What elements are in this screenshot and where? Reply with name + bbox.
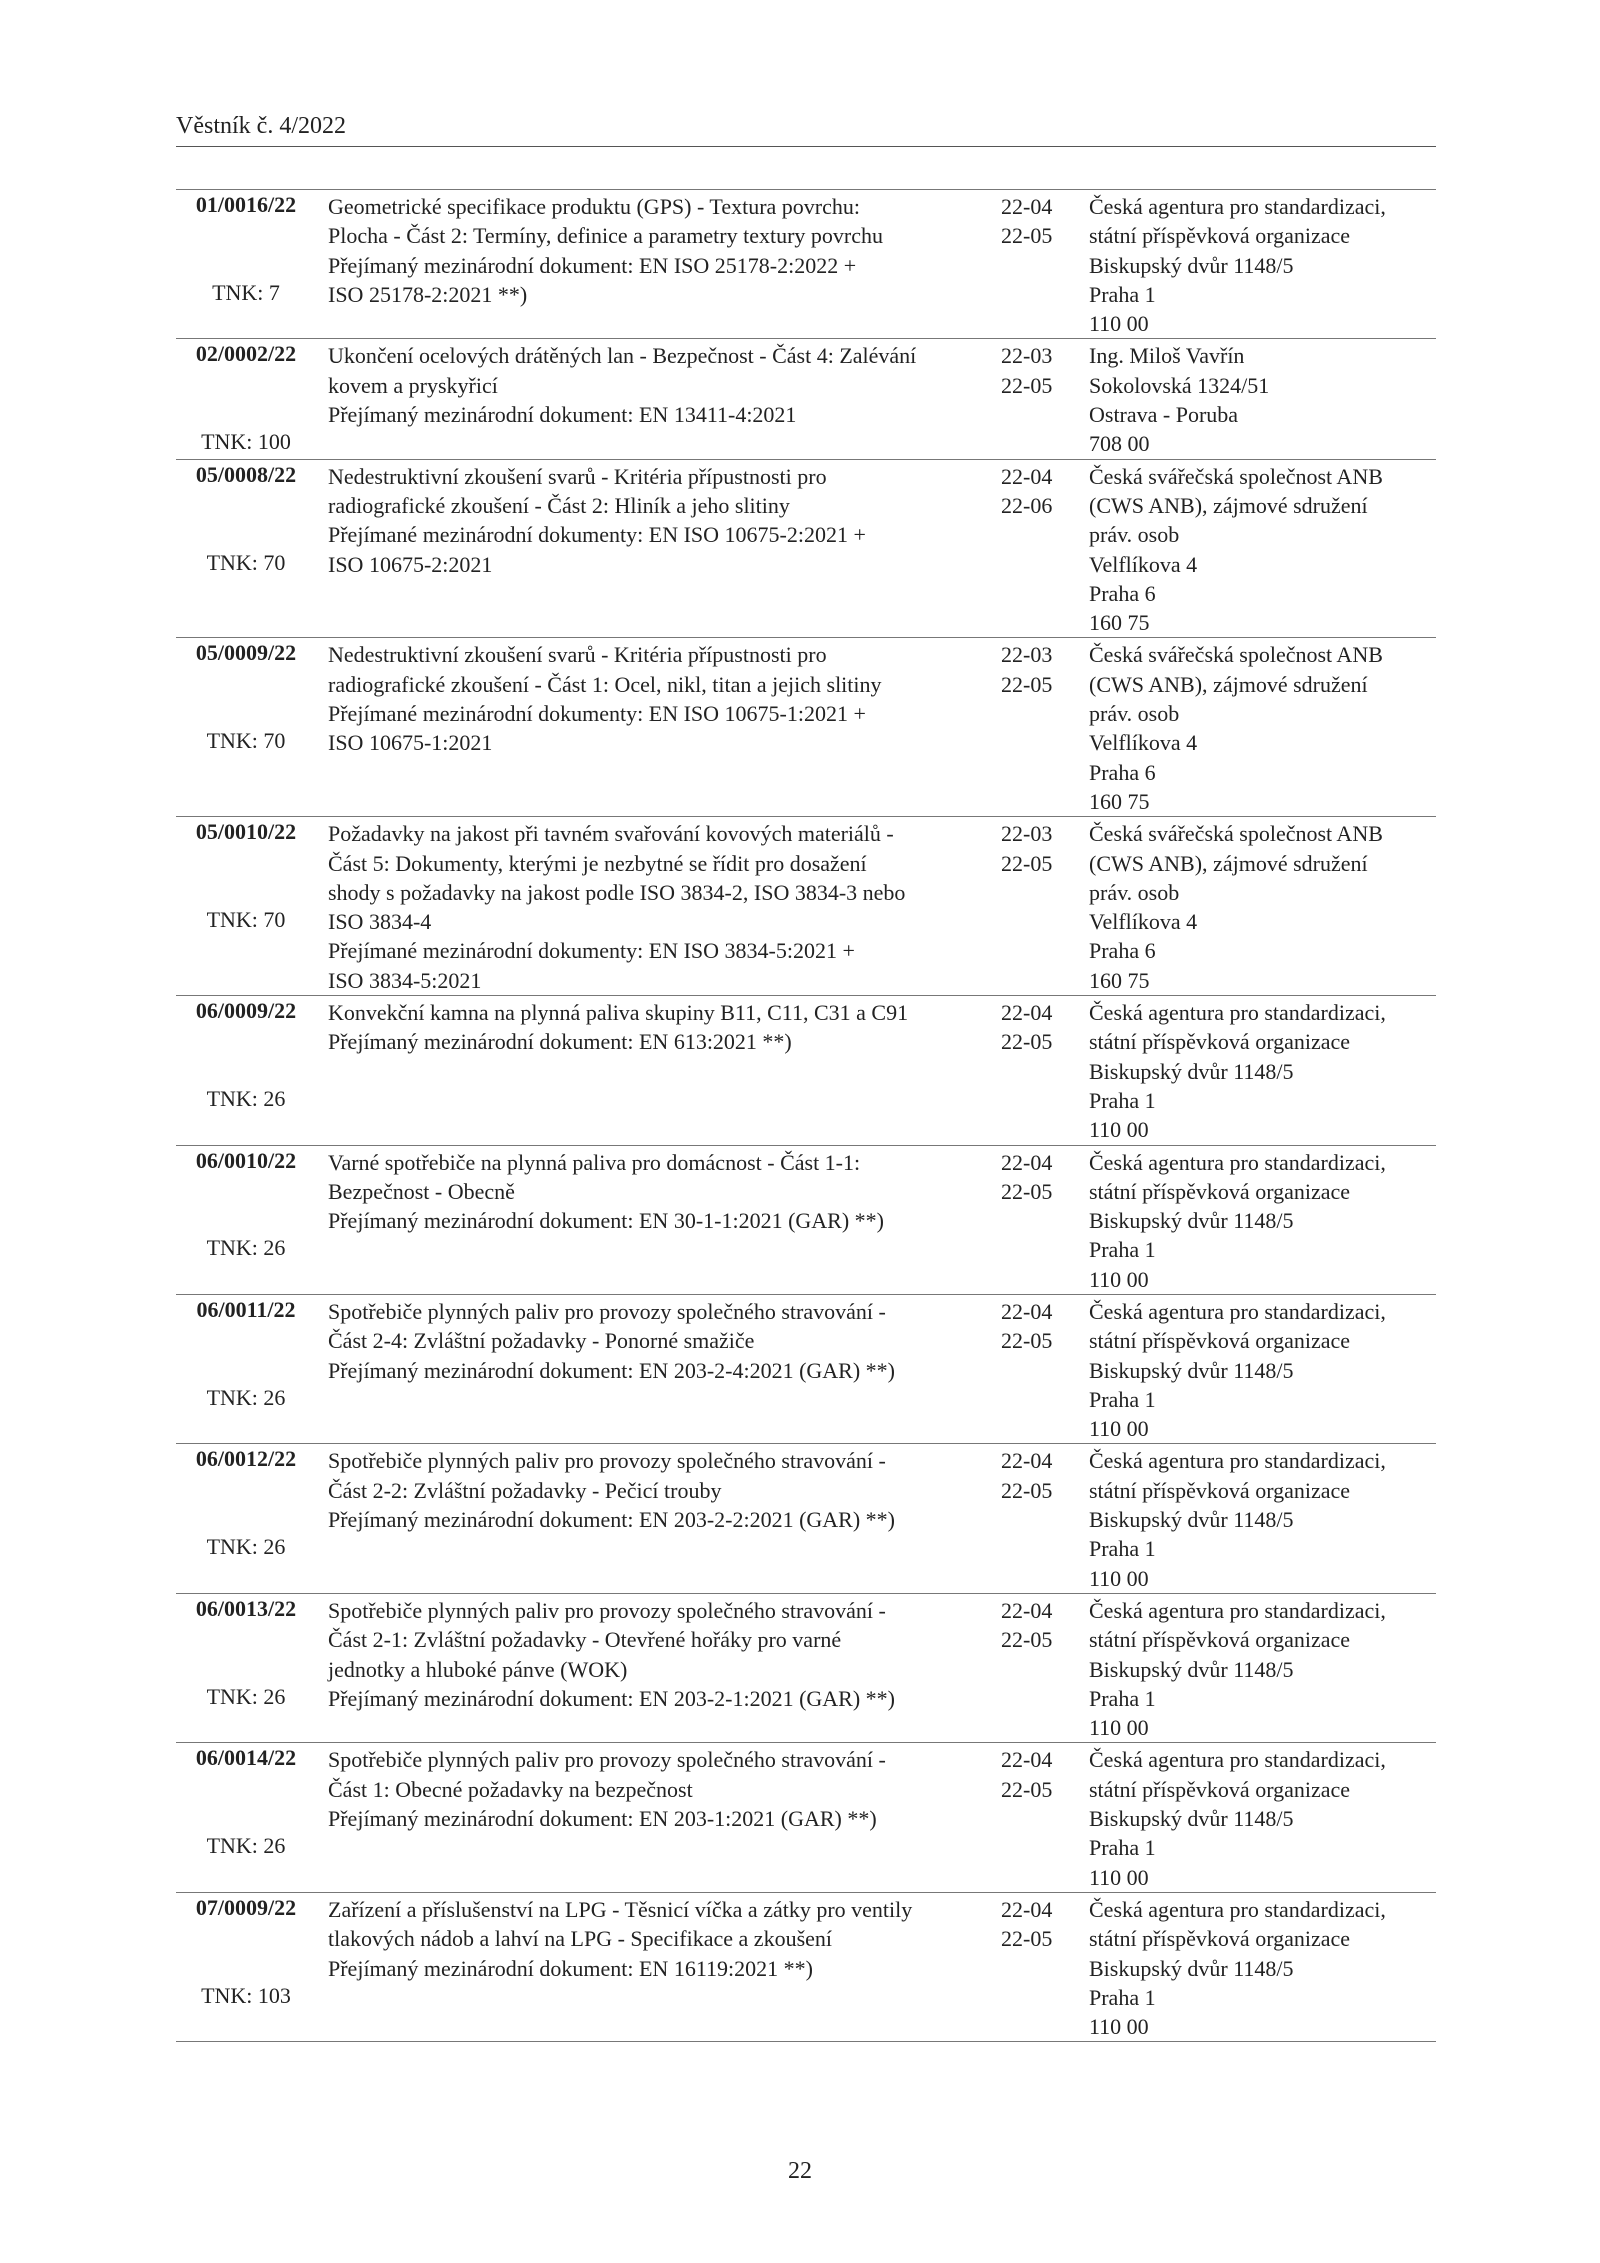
entry-number: 07/0009/22 <box>195 1894 297 1920</box>
address-line: Biskupský dvůr 1148/5 <box>1089 1955 1294 1981</box>
address-line: Praha 1 <box>1089 1386 1156 1412</box>
address-line: Praha 1 <box>1089 1536 1156 1562</box>
title-line: Přejímaný mezinárodní dokument: EN 613:2021 **) <box>328 1029 792 1055</box>
spacer <box>176 1922 316 1981</box>
entry-title-cell <box>316 1892 995 2041</box>
entry-address-cell <box>1089 1145 1436 1294</box>
title-line: Požadavky na jakost při tavném svařování kovových materiálů - <box>328 821 894 847</box>
table-row <box>176 1593 1436 1742</box>
address-line: Ing. Miloš Vavřín <box>1089 343 1245 369</box>
title-line: ISO 25178-2:2021 **) <box>328 281 528 307</box>
title-line: Část 5: Dokumenty, kterými je nezbytné se řídit pro dosažení <box>328 850 867 876</box>
tnk-label: TNK: 26 <box>206 1384 286 1410</box>
tnk-label: TNK: 103 <box>201 1982 291 2008</box>
address-line: (CWS ANB), zájmové sdružení <box>1089 492 1368 518</box>
table-row <box>176 1892 1436 2041</box>
address-line: Česká agentura pro standardizaci, <box>1089 1000 1386 1026</box>
address-line: státní příspěvková organizace <box>1089 1328 1351 1354</box>
address-line: práv. osob <box>1089 879 1180 905</box>
page-number: 22 <box>788 2158 812 2184</box>
spacer <box>176 668 316 727</box>
address-line: státní příspěvková organizace <box>1089 1926 1351 1952</box>
address-line: Česká agentura pro standardizaci, <box>1089 1747 1386 1773</box>
spacer <box>176 1025 316 1084</box>
entry-address-cell <box>1089 339 1436 459</box>
address-line: 110 00 <box>1089 2014 1149 2040</box>
standards-table <box>176 189 1436 2042</box>
entry-number-cell <box>176 190 316 339</box>
address-line: Česká agentura pro standardizaci, <box>1089 1597 1386 1623</box>
title-line: Přejímaný mezinárodní dokument: EN 13411-4:2021 <box>328 402 797 428</box>
title-line: ISO 10675-2:2021 <box>328 551 493 577</box>
tnk-label: TNK: 7 <box>212 279 280 305</box>
address-line: Česká agentura pro standardizaci, <box>1089 1896 1386 1922</box>
title-line: jednotky a hluboké pánve (WOK) <box>328 1656 628 1682</box>
title-line: Přejímané mezinárodní dokumenty: EN ISO 3834-5:2021 + <box>328 938 855 964</box>
entry-address-cell <box>1089 1892 1436 2041</box>
entry-address-cell <box>1089 1294 1436 1443</box>
title-line: Zařízení a příslušenství na LPG - Těsnicí víčka a zátky pro ventily <box>328 1896 913 1922</box>
address-line: státní příspěvková organizace <box>1089 1627 1351 1653</box>
entry-title-cell <box>316 1743 995 1892</box>
date-line: 22-05 <box>1001 1627 1053 1653</box>
entry-number-cell <box>176 1743 316 1892</box>
table-row <box>176 190 1436 339</box>
title-line: Přejímaný mezinárodní dokument: EN 203-1:2021 (GAR) **) <box>328 1806 877 1832</box>
spacer <box>176 489 316 548</box>
entry-number-cell <box>176 459 316 638</box>
entry-address-cell <box>1089 638 1436 817</box>
entry-title-cell <box>316 1145 995 1294</box>
date-line: 22-04 <box>1001 1149 1053 1175</box>
spacer <box>176 847 316 906</box>
entry-number: 06/0014/22 <box>195 1745 297 1771</box>
entry-number-cell <box>176 1294 316 1443</box>
entry-number-cell <box>176 1444 316 1593</box>
title-line: Nedestruktivní zkoušení svarů - Kritéria přípustnosti pro <box>328 463 827 489</box>
title-line: Přejímané mezinárodní dokumenty: EN ISO 10675-1:2021 + <box>328 701 866 727</box>
address-line: 110 00 <box>1089 1565 1149 1591</box>
title-line: Přejímaný mezinárodní dokument: EN 203-2-1:2021 (GAR) **) <box>328 1685 896 1711</box>
entry-dates-cell <box>995 996 1089 1145</box>
date-line: 22-05 <box>1001 372 1053 398</box>
entry-title-cell <box>316 817 995 996</box>
date-line: 22-05 <box>1001 1926 1053 1952</box>
address-line: Velflíkova 4 <box>1089 909 1198 935</box>
address-line: Praha 1 <box>1089 1237 1156 1263</box>
address-line: státní příspěvková organizace <box>1089 1477 1351 1503</box>
date-line: 22-04 <box>1001 1298 1053 1324</box>
entry-number: 06/0009/22 <box>195 998 297 1024</box>
date-line: 22-04 <box>1001 1896 1053 1922</box>
entry-number: 05/0008/22 <box>195 461 297 487</box>
date-line: 22-06 <box>1001 492 1053 518</box>
title-line: Spotřebiče plynných paliv pro provozy společného stravování - <box>328 1298 886 1324</box>
entry-dates-cell <box>995 1743 1089 1892</box>
entry-title-cell <box>316 1294 995 1443</box>
entry-address-cell <box>1089 1593 1436 1742</box>
title-line: Přejímaný mezinárodní dokument: EN 203-2-2:2021 (GAR) **) <box>328 1507 896 1533</box>
table-row <box>176 339 1436 459</box>
date-line: 22-04 <box>1001 1000 1053 1026</box>
entry-number-cell <box>176 817 316 996</box>
entry-number-cell <box>176 1145 316 1294</box>
address-line: Biskupský dvůr 1148/5 <box>1089 252 1294 278</box>
address-line: Česká agentura pro standardizaci, <box>1089 1149 1386 1175</box>
spacer <box>176 1623 316 1682</box>
entry-number-cell <box>176 996 316 1145</box>
date-line: 22-05 <box>1001 671 1053 697</box>
address-line: Česká svářečská společnost ANB <box>1089 821 1383 847</box>
entry-number: 05/0010/22 <box>195 819 297 845</box>
address-line: Praha 1 <box>1089 1087 1156 1113</box>
title-line: Část 2-4: Zvláštní požadavky - Ponorné smažiče <box>328 1328 755 1354</box>
entry-dates-cell <box>995 1593 1089 1742</box>
date-line: 22-03 <box>1001 821 1053 847</box>
address-line: práv. osob <box>1089 701 1180 727</box>
entry-dates-cell <box>995 638 1089 817</box>
address-line: 160 75 <box>1089 967 1150 993</box>
date-line: 22-04 <box>1001 1448 1053 1474</box>
date-line: 22-04 <box>1001 463 1053 489</box>
address-line: (CWS ANB), zájmové sdružení <box>1089 671 1368 697</box>
address-line: Velflíkova 4 <box>1089 551 1198 577</box>
entry-dates-cell <box>995 1145 1089 1294</box>
address-line: státní příspěvková organizace <box>1089 1029 1351 1055</box>
date-line: 22-05 <box>1001 850 1053 876</box>
tnk-label: TNK: 26 <box>206 1534 286 1560</box>
address-line: 708 00 <box>1089 431 1150 457</box>
address-line: Praha 6 <box>1089 580 1156 606</box>
address-line: 160 75 <box>1089 788 1150 814</box>
date-line: 22-05 <box>1001 1328 1053 1354</box>
title-line: Varné spotřebiče na plynná paliva pro domácnost - Část 1-1: <box>328 1149 861 1175</box>
address-line: Česká agentura pro standardizaci, <box>1089 194 1386 219</box>
tnk-label: TNK: 26 <box>206 1683 286 1709</box>
title-line: Přejímané mezinárodní dokumenty: EN ISO 10675-2:2021 + <box>328 522 866 548</box>
address-line: Biskupský dvůr 1148/5 <box>1089 1806 1294 1832</box>
entry-dates-cell <box>995 1892 1089 2041</box>
entry-number: 02/0002/22 <box>195 341 297 367</box>
entry-number-cell <box>176 1892 316 2041</box>
address-line: Česká svářečská společnost ANB <box>1089 463 1383 489</box>
entry-number-cell <box>176 1593 316 1742</box>
title-line: Spotřebiče plynných paliv pro provozy společného stravování - <box>328 1747 886 1773</box>
title-line: Přejímaný mezinárodní dokument: EN 30-1-1:2021 (GAR) **) <box>328 1208 885 1234</box>
entry-address-cell <box>1089 459 1436 638</box>
entry-number: 06/0011/22 <box>196 1296 296 1322</box>
tnk-label: TNK: 26 <box>206 1833 286 1859</box>
entry-dates-cell <box>995 1294 1089 1443</box>
entry-dates-cell <box>995 459 1089 638</box>
address-line: 110 00 <box>1089 1416 1149 1442</box>
entry-address-cell <box>1089 996 1436 1145</box>
spacer <box>176 1175 316 1234</box>
tnk-label: TNK: 26 <box>206 1235 286 1261</box>
entry-number-cell <box>176 638 316 817</box>
spacer <box>176 369 316 428</box>
address-line: Biskupský dvůr 1148/5 <box>1089 1507 1294 1533</box>
title-line: Spotřebiče plynných paliv pro provozy společného stravování - <box>328 1448 886 1474</box>
entry-number: 06/0013/22 <box>195 1595 297 1621</box>
address-line: Biskupský dvůr 1148/5 <box>1089 1357 1294 1383</box>
title-line: tlakových nádob a lahví na LPG - Specifikace a zkoušení <box>328 1926 833 1952</box>
title-line: Přejímaný mezinárodní dokument: EN ISO 25178-2:2022 + <box>328 252 857 278</box>
address-line: Praha 6 <box>1089 759 1156 785</box>
title-line: Spotřebiče plynných paliv pro provozy společného stravování - <box>328 1597 886 1623</box>
tnk-label: TNK: 70 <box>206 728 286 754</box>
address-line: Praha 1 <box>1089 1984 1156 2010</box>
entry-number: 06/0012/22 <box>195 1446 297 1472</box>
spacer <box>176 1324 316 1383</box>
title-line: Geometrické specifikace produktu (GPS) - Textura povrchu: <box>328 194 860 219</box>
entry-address-cell <box>1089 1743 1436 1892</box>
address-line: Česká svářečská společnost ANB <box>1089 642 1383 668</box>
date-line: 22-04 <box>1001 1747 1053 1773</box>
title-line: radiografické zkoušení - Část 2: Hliník a jeho slitiny <box>328 492 790 518</box>
entry-address-cell <box>1089 817 1436 996</box>
entry-title-cell <box>316 996 995 1145</box>
address-line: Česká agentura pro standardizaci, <box>1089 1298 1386 1324</box>
entry-dates-cell <box>995 190 1089 339</box>
spacer <box>176 1474 316 1533</box>
entry-number: 01/0016/22 <box>195 192 297 217</box>
address-line: 110 00 <box>1089 311 1149 337</box>
page-header: Věstník č. 4/2022 <box>176 113 346 139</box>
entry-title-cell <box>316 459 995 638</box>
title-line: Konvekční kamna na plynná paliva skupiny B11, C11, C31 a C91 <box>328 1000 909 1026</box>
tnk-label: TNK: 70 <box>206 907 286 933</box>
address-line: 160 75 <box>1089 610 1150 636</box>
title-line: Ukončení ocelových drátěných lan - Bezpečnost - Část 4: Zalévání <box>328 343 917 369</box>
entry-title-cell <box>316 339 995 459</box>
address-line: Sokolovská 1324/51 <box>1089 372 1270 398</box>
table-row <box>176 459 1436 638</box>
date-line: 22-05 <box>1001 1029 1053 1055</box>
table-row <box>176 817 1436 996</box>
title-line: Přejímaný mezinárodní dokument: EN 203-2-4:2021 (GAR) **) <box>328 1357 896 1383</box>
address-line: Česká agentura pro standardizaci, <box>1089 1448 1386 1474</box>
entry-title-cell <box>316 638 995 817</box>
title-line: ISO 3834-5:2021 <box>328 967 482 993</box>
table-row <box>176 1294 1436 1443</box>
entry-dates-cell <box>995 1444 1089 1593</box>
table-row <box>176 1444 1436 1593</box>
address-line: státní příspěvková organizace <box>1089 1178 1351 1204</box>
date-line: 22-05 <box>1001 1477 1053 1503</box>
entry-title-cell <box>316 190 995 339</box>
entry-title-cell <box>316 1593 995 1742</box>
table-row <box>176 1743 1436 1892</box>
title-line: Bezpečnost - Obecně <box>328 1178 515 1204</box>
spacer <box>176 219 316 278</box>
title-line: Plocha - Část 2: Termíny, definice a parametry textury povrchu <box>328 223 884 249</box>
title-line: radiografické zkoušení - Část 1: Ocel, nikl, titan a jejich slitiny <box>328 671 882 697</box>
header-divider <box>176 146 1436 147</box>
title-line: ISO 3834-4 <box>328 909 432 935</box>
entry-number: 05/0009/22 <box>195 640 297 666</box>
entry-number-cell <box>176 339 316 459</box>
tnk-label: TNK: 26 <box>206 1085 286 1111</box>
entry-address-cell <box>1089 190 1436 339</box>
title-line: ISO 10675-1:2021 <box>328 730 493 756</box>
entry-number: 06/0010/22 <box>195 1147 297 1173</box>
address-line: 110 00 <box>1089 1864 1149 1890</box>
table-row <box>176 638 1436 817</box>
address-line: práv. osob <box>1089 522 1180 548</box>
table-row <box>176 1145 1436 1294</box>
tnk-label: TNK: 100 <box>201 429 291 455</box>
date-line: 22-04 <box>1001 1597 1053 1623</box>
title-line: Nedestruktivní zkoušení svarů - Kritéria přípustnosti pro <box>328 642 827 668</box>
address-line: státní příspěvková organizace <box>1089 1776 1351 1802</box>
tnk-label: TNK: 70 <box>206 549 286 575</box>
date-line: 22-05 <box>1001 1178 1053 1204</box>
address-line: Biskupský dvůr 1148/5 <box>1089 1656 1294 1682</box>
title-line: Část 1: Obecné požadavky na bezpečnost <box>328 1776 693 1802</box>
address-line: Biskupský dvůr 1148/5 <box>1089 1208 1294 1234</box>
entry-dates-cell <box>995 817 1089 996</box>
address-line: státní příspěvková organizace <box>1089 223 1351 249</box>
date-line: 22-03 <box>1001 642 1053 668</box>
address-line: (CWS ANB), zájmové sdružení <box>1089 850 1368 876</box>
table-row <box>176 996 1436 1145</box>
title-line: kovem a pryskyřicí <box>328 372 498 398</box>
address-line: 110 00 <box>1089 1715 1149 1741</box>
entry-title-cell <box>316 1444 995 1593</box>
address-line: Praha 1 <box>1089 281 1156 307</box>
entry-dates-cell <box>995 339 1089 459</box>
title-line: Část 2-2: Zvláštní požadavky - Pečicí trouby <box>328 1477 722 1503</box>
address-line: Velflíkova 4 <box>1089 730 1198 756</box>
title-line: Přejímaný mezinárodní dokument: EN 16119:2021 **) <box>328 1955 813 1981</box>
address-line: Praha 6 <box>1089 938 1156 964</box>
entry-address-cell <box>1089 1444 1436 1593</box>
address-line: Praha 1 <box>1089 1835 1156 1861</box>
address-line: Biskupský dvůr 1148/5 <box>1089 1058 1294 1084</box>
address-line: Ostrava - Poruba <box>1089 402 1239 428</box>
title-line: Část 2-1: Zvláštní požadavky - Otevřené hořáky pro varné <box>328 1627 842 1653</box>
date-line: 22-04 <box>1001 194 1053 219</box>
date-line: 22-03 <box>1001 343 1053 369</box>
title-line: shody s požadavky na jakost podle ISO 3834-2, ISO 3834-3 nebo <box>328 879 906 905</box>
date-line: 22-05 <box>1001 1776 1053 1802</box>
address-line: 110 00 <box>1089 1266 1149 1292</box>
address-line: Praha 1 <box>1089 1685 1156 1711</box>
spacer <box>176 1773 316 1832</box>
date-line: 22-05 <box>1001 223 1053 249</box>
address-line: 110 00 <box>1089 1117 1149 1143</box>
